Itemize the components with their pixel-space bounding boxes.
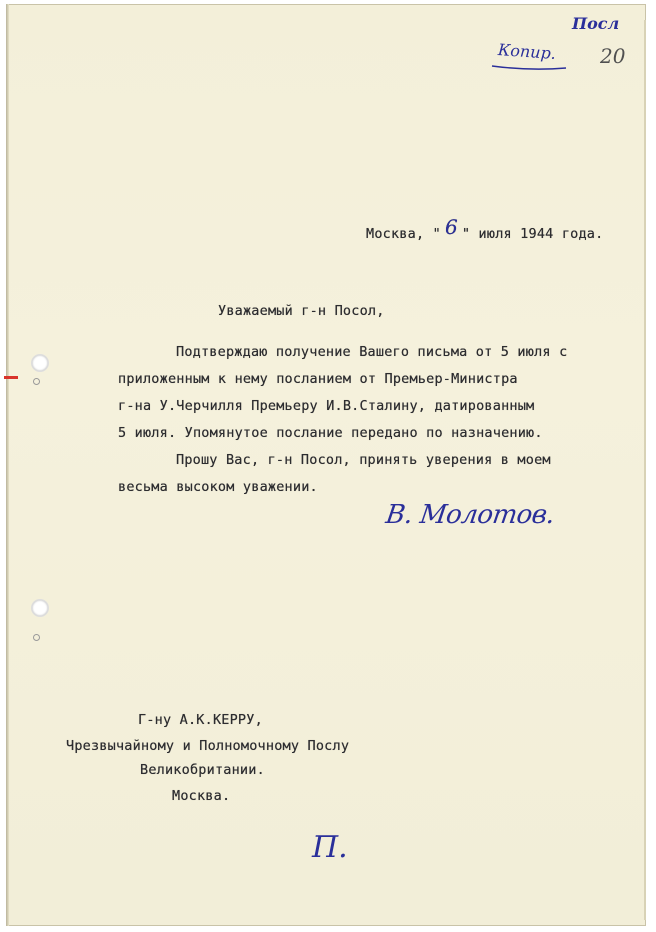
salutation: Уважаемый г-н Посол, — [218, 303, 385, 319]
date-day: 6 — [444, 215, 458, 239]
page-number: 20 — [600, 44, 626, 68]
body-line-6: весьма высоком уважении. — [118, 479, 318, 495]
initial-mark: П. — [312, 830, 348, 865]
paper-left-edge — [6, 4, 9, 926]
body-line-1: Подтверждаю получение Вашего письма от 5 июля с — [176, 344, 568, 360]
addressee-line-1: Г-ну А.К.КЕРРУ, — [138, 712, 263, 728]
date-line — [366, 215, 604, 243]
date-prefix: Москва, " — [366, 226, 441, 242]
punch-hole-bottom — [32, 600, 48, 616]
copy-mark-underline — [490, 62, 570, 72]
body-line-3: г-на У.Черчилля Премьеру И.В.Сталину, датированным — [118, 398, 535, 414]
addressee-line-2: Чрезвычайному и Полномочному Послу — [66, 738, 350, 754]
punch-hole-top — [32, 355, 48, 371]
paper-right-edge — [644, 20, 646, 920]
copy-mark: Копир. — [497, 40, 557, 63]
red-margin-mark — [4, 376, 18, 379]
date-suffix: " июля 1944 года. — [461, 226, 604, 242]
top-right-note: Посл — [572, 14, 620, 33]
addressee-line-3: Великобритании. — [140, 762, 265, 778]
signature: В. Молотов. — [383, 500, 557, 530]
addressee-line-4: Москва. — [172, 788, 231, 804]
body-line-2: приложенным к нему посланием от Премьер-Министра — [118, 371, 518, 387]
punch-hole-top-mark — [33, 378, 40, 385]
body-line-4: 5 июля. Упомянутое послание передано по назначению. — [118, 425, 543, 441]
punch-hole-bottom-mark — [33, 634, 40, 641]
body-line-5: Прошу Вас, г-н Посол, принять уверения в моем — [176, 452, 551, 468]
